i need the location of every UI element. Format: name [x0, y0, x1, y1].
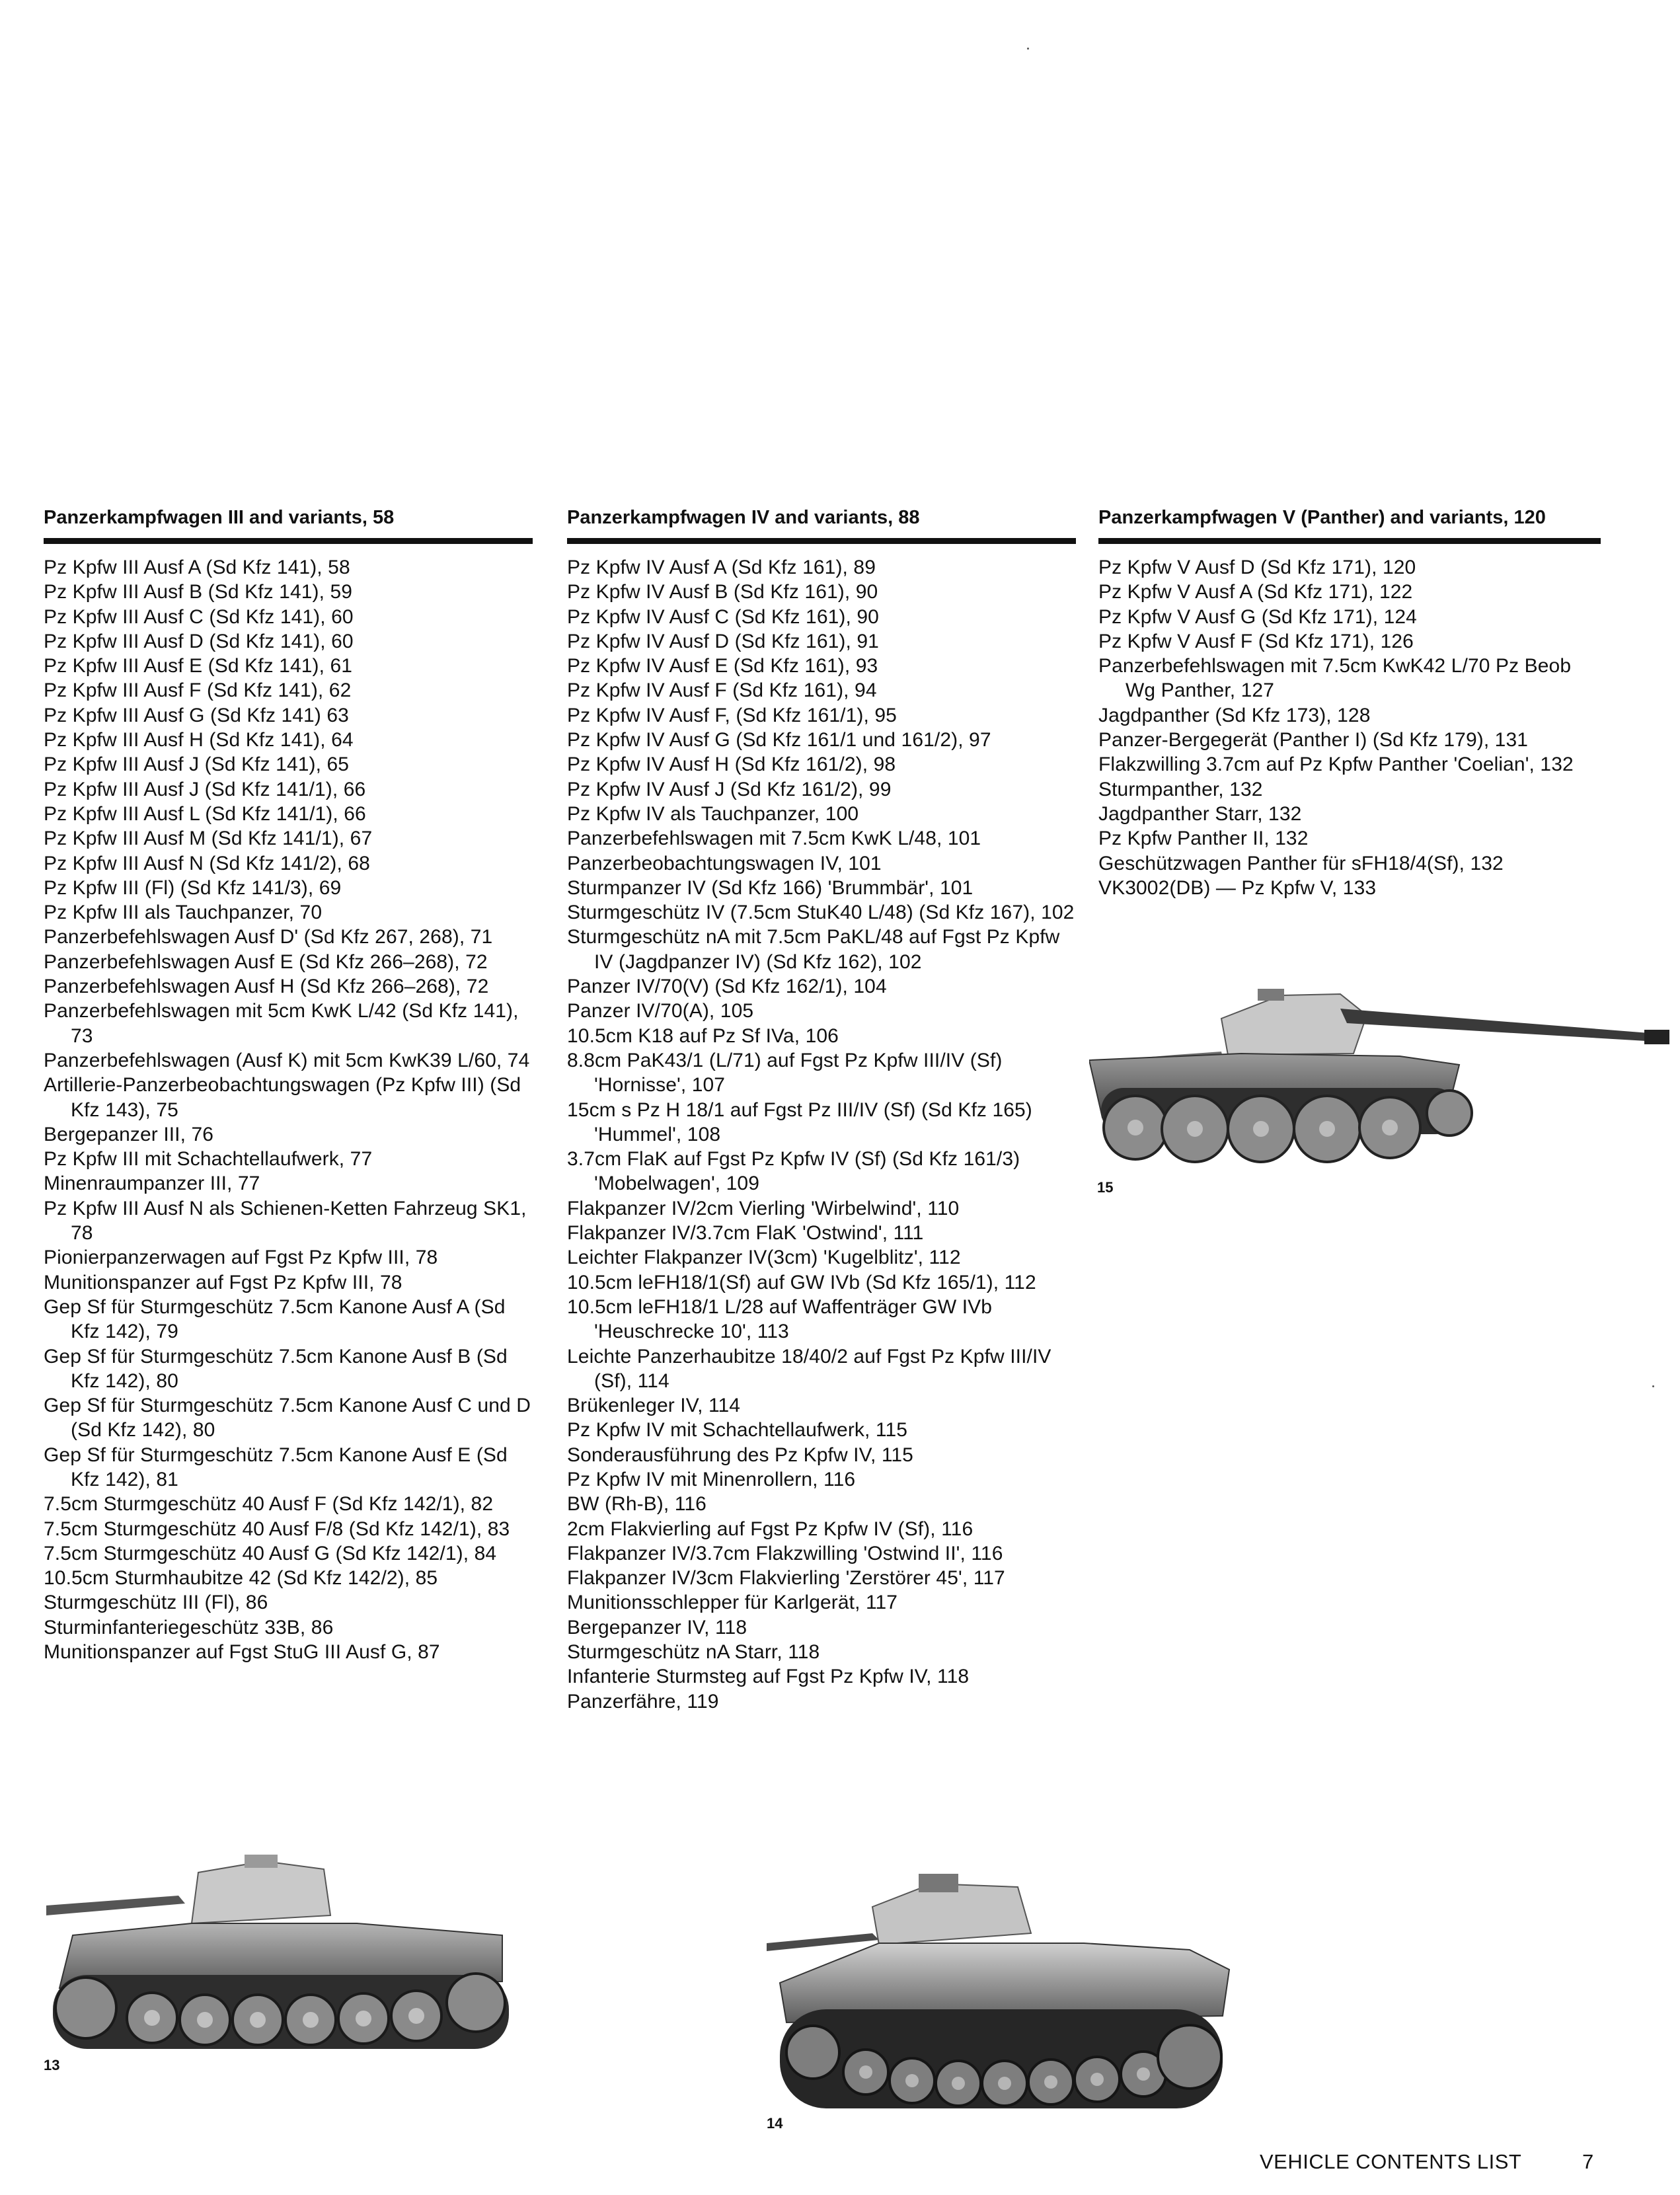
- heading-rule: [567, 538, 1076, 544]
- contents-entry: Pz Kpfw V Ausf A (Sd Kfz 171), 122: [1098, 581, 1413, 603]
- contents-entry: Pz Kpfw IV Ausf F (Sd Kfz 161), 94: [567, 679, 877, 702]
- contents-entry: Bergepanzer IV, 118: [567, 1616, 747, 1638]
- contents-entry: Bergepanzer III, 76: [44, 1123, 214, 1145]
- contents-entry: Pz Kpfw III (Fl) (Sd Kfz 141/3), 69: [44, 876, 342, 899]
- contents-entry: Munitionspanzer auf Fgst StuG III Ausf G, 87: [44, 1641, 440, 1664]
- contents-entry: Pz Kpfw III als Tauchpanzer, 70: [44, 902, 323, 924]
- print-speck: [1652, 1385, 1654, 1387]
- contents-entry: Pz Kpfw IV als Tauchpanzer, 100: [567, 802, 859, 825]
- contents-entry: Panzer-Bergegerät (Panther I) (Sd Kfz 179), 131: [1098, 729, 1529, 751]
- contents-entry: Gep Sf für Sturmgeschütz 7.5cm Kanone Ausf B (Sd Kfz 142), 80: [44, 1345, 508, 1392]
- contents-entry: Panzerfähre, 119: [567, 1690, 719, 1713]
- contents-entry: Pz Kpfw V Ausf D (Sd Kfz 171), 120: [1098, 557, 1416, 578]
- contents-entry: Pz Kpfw III Ausf E (Sd Kfz 141), 61: [44, 655, 353, 677]
- contents-entry: 10.5cm leFH18/1(Sf) auf GW IVb (Sd Kfz 165/1), 112: [567, 1271, 1036, 1293]
- contents-entry: Minenraumpanzer III, 77: [44, 1173, 260, 1195]
- entry-list: [1098, 555, 1601, 900]
- contents-entry: Panzerbefehlswagen mit 7.5cm KwK L/48, 101: [567, 828, 981, 850]
- contents-entry: Pz Kpfw III Ausf J (Sd Kfz 141/1), 66: [44, 778, 366, 800]
- contents-entry: Pz Kpfw III Ausf A (Sd Kfz 141), 58: [44, 557, 350, 578]
- contents-entry: Pz Kpfw IV mit Schachtellaufwerk, 115: [567, 1419, 908, 1442]
- contents-entry: Pz Kpfw III Ausf B (Sd Kfz 141), 59: [44, 581, 353, 603]
- contents-entry: Pz Kpfw IV Ausf B (Sd Kfz 161), 90: [567, 581, 878, 603]
- contents-entry: Pz Kpfw III Ausf J (Sd Kfz 141), 65: [44, 753, 350, 776]
- figure-caption: 15: [1097, 1179, 1114, 1196]
- contents-entry: Flakpanzer IV/3cm Flakvierling 'Zerstörer 45', 117: [567, 1567, 1005, 1590]
- contents-entry: Pz Kpfw IV Ausf H (Sd Kfz 161/2), 98: [567, 753, 896, 776]
- contents-entry: 7.5cm Sturmgeschütz 40 Ausf F (Sd Kfz 142/1), 82: [44, 1493, 494, 1516]
- column-panther: [1098, 482, 1601, 900]
- contents-entry: Jagdpanther (Sd Kfz 173), 128: [1098, 704, 1371, 726]
- heading-rule: [44, 538, 533, 544]
- contents-entry: Pz Kpfw III Ausf F (Sd Kfz 141), 62: [44, 679, 352, 702]
- column-heading: Panzerkampfwagen IV and variants, 88: [567, 507, 920, 528]
- contents-entry: Pz Kpfw IV Ausf C (Sd Kfz 161), 90: [567, 605, 879, 628]
- contents-entry: Pz Kpfw III Ausf L (Sd Kfz 141/1), 66: [44, 802, 366, 825]
- contents-entry: Panzerbefehlswagen mit 5cm KwK L/42 (Sd Kfz 141), 73: [44, 1000, 519, 1047]
- contents-entry: Flakpanzer IV/3.7cm Flakzwilling 'Ostwind II', 116: [567, 1542, 1003, 1564]
- contents-entry: Pz Kpfw III Ausf D (Sd Kfz 141), 60: [44, 630, 354, 652]
- contents-entry: Pz Kpfw IV Ausf G (Sd Kfz 161/1 und 161/2), 97: [567, 729, 991, 751]
- contents-entry: Panzerbefehlswagen Ausf E (Sd Kfz 266–268), 72: [44, 950, 488, 973]
- contents-entry: Pz Kpfw IV Ausf E (Sd Kfz 161), 93: [567, 655, 878, 677]
- column-panzer-iii: [44, 482, 533, 1664]
- contents-entry: Pz Kpfw III mit Schachtellaufwerk, 77: [44, 1148, 373, 1171]
- contents-entry: Sturmgeschütz IV (7.5cm StuK40 L/48) (Sd Kfz 167), 102: [567, 902, 1075, 924]
- contents-entry: Pz Kpfw III Ausf G (Sd Kfz 141) 63: [44, 704, 349, 726]
- contents-entry: Pz Kpfw V Ausf F (Sd Kfz 171), 126: [1098, 630, 1414, 652]
- contents-entry: Leichter Flakpanzer IV(3cm) 'Kugelblitz', 112: [567, 1247, 961, 1269]
- contents-entry: Pz Kpfw III Ausf C (Sd Kfz 141), 60: [44, 605, 354, 628]
- contents-entry: Jagdpanther Starr, 132: [1098, 802, 1302, 825]
- contents-entry: Sturmpanzer IV (Sd Kfz 166) 'Brummbär', 101: [567, 876, 974, 899]
- page-number: 7: [1582, 2150, 1594, 2173]
- column-panzer-iv: [567, 482, 1076, 1714]
- contents-entry: Leichte Panzerhaubitze 18/40/2 auf Fgst Pz Kpfw III/IV (Sf), 114: [567, 1345, 1051, 1392]
- contents-entry: BW (Rh-B), 116: [567, 1493, 706, 1516]
- contents-entry: 2cm Flakvierling auf Fgst Pz Kpfw IV (Sf), 116: [567, 1518, 974, 1540]
- contents-entry: Panzerbefehlswagen mit 7.5cm KwK42 L/70 Pz Beob Wg Panther, 127: [1098, 655, 1572, 702]
- contents-entry: Geschützwagen Panther für sFH18/4(Sf), 132: [1098, 852, 1504, 874]
- contents-entry: Gep Sf für Sturmgeschütz 7.5cm Kanone Ausf A (Sd Kfz 142), 79: [44, 1295, 506, 1343]
- heading-rule: [1098, 538, 1601, 544]
- contents-entry: Panzerbefehlswagen (Ausf K) mit 5cm KwK39 L/60, 74: [44, 1049, 530, 1071]
- contents-entry: Sonderausführung des Pz Kpfw IV, 115: [567, 1444, 913, 1466]
- contents-entry: Sturmpanther, 132: [1098, 778, 1263, 800]
- contents-entry: Pionierpanzerwagen auf Fgst Pz Kpfw III, 78: [44, 1247, 438, 1269]
- figure-caption: 14: [767, 2115, 783, 2132]
- figure-caption: 13: [44, 2057, 60, 2073]
- contents-entry: Gep Sf für Sturmgeschütz 7.5cm Kanone Ausf C und D (Sd Kfz 142), 80: [44, 1395, 531, 1442]
- contents-entry: Munitionspanzer auf Fgst Pz Kpfw III, 78: [44, 1271, 402, 1293]
- contents-entry: Pz Kpfw IV Ausf D (Sd Kfz 161), 91: [567, 630, 879, 652]
- contents-entry: VK3002(DB) — Pz Kpfw V, 133: [1098, 876, 1377, 899]
- entry-list: [567, 555, 1076, 1714]
- column-heading: Panzerkampfwagen III and variants, 58: [44, 507, 395, 528]
- contents-entry: Flakzwilling 3.7cm auf Pz Kpfw Panther 'Coelian', 132: [1098, 753, 1574, 776]
- footer-section-title: VEHICLE CONTENTS LIST: [1260, 2150, 1522, 2173]
- entry-list: [44, 555, 533, 1664]
- contents-entry: Brükenleger IV, 114: [567, 1395, 741, 1417]
- contents-entry: Sturminfanteriegeschütz 33B, 86: [44, 1616, 334, 1638]
- contents-entry: Gep Sf für Sturmgeschütz 7.5cm Kanone Ausf E (Sd Kfz 142), 81: [44, 1444, 508, 1490]
- contents-entry: Sturmgeschütz nA Starr, 118: [567, 1641, 820, 1664]
- contents-entry: Pz Kpfw IV Ausf A (Sd Kfz 161), 89: [567, 557, 876, 578]
- contents-entry: Pz Kpfw IV Ausf J (Sd Kfz 161/2), 99: [567, 778, 892, 800]
- contents-entry: 3.7cm FlaK auf Fgst Pz Kpfw IV (Sf) (Sd Kfz 161/3) 'Mobelwagen', 109: [567, 1148, 1020, 1195]
- contents-entry: 7.5cm Sturmgeschütz 40 Ausf G (Sd Kfz 142/1), 84: [44, 1542, 497, 1564]
- contents-entry: Sturmgeschütz nA mit 7.5cm PaKL/48 auf Fgst Pz Kpfw IV (Jagdpanzer IV) (Sd Kfz 162), 102: [567, 926, 1060, 973]
- contents-entry: Flakpanzer IV/3.7cm FlaK 'Ostwind', 111: [567, 1222, 924, 1245]
- contents-entry: Pz Kpfw III Ausf H (Sd Kfz 141), 64: [44, 729, 354, 751]
- contents-entry: 10.5cm Sturmhaubitze 42 (Sd Kfz 142/2), 85: [44, 1567, 438, 1590]
- panzer-iv-photo: [767, 1870, 1245, 2141]
- contents-entry: Flakpanzer IV/2cm Vierling 'Wirbelwind', 110: [567, 1197, 960, 1219]
- contents-entry: 10.5cm K18 auf Pz Sf IVa, 106: [567, 1024, 839, 1047]
- contents-entry: Infanterie Sturmsteg auf Fgst Pz Kpfw IV, 118: [567, 1666, 970, 1688]
- contents-entry: Panzer IV/70(A), 105: [567, 1000, 754, 1022]
- contents-entry: Pz Kpfw V Ausf G (Sd Kfz 171), 124: [1098, 605, 1417, 628]
- panzer-iii-photo: [46, 1849, 522, 2062]
- contents-entry: Panzerbefehlswagen Ausf D' (Sd Kfz 267, 268), 71: [44, 926, 493, 948]
- contents-entry: 7.5cm Sturmgeschütz 40 Ausf F/8 (Sd Kfz 142/1), 83: [44, 1518, 510, 1540]
- panther-tank-photo: [1089, 982, 1671, 1188]
- contents-entry: Pz Kpfw III Ausf N als Schienen-Ketten Fahrzeug SK1, 78: [44, 1197, 527, 1245]
- print-speck: [1027, 48, 1029, 50]
- contents-entry: Pz Kpfw III Ausf M (Sd Kfz 141/1), 67: [44, 828, 373, 850]
- contents-entry: Pz Kpfw IV Ausf F, (Sd Kfz 161/1), 95: [567, 704, 897, 726]
- contents-entry: Artillerie-Panzerbeobachtungswagen (Pz Kpfw III) (Sd Kfz 143), 75: [44, 1074, 521, 1121]
- contents-entry: Pz Kpfw IV mit Minenrollern, 116: [567, 1468, 856, 1490]
- contents-entry: 8.8cm PaK43/1 (L/71) auf Fgst Pz Kpfw III/IV (Sf) 'Hornisse', 107: [567, 1049, 1003, 1097]
- contents-entry: Munitionsschlepper für Karlgerät, 117: [567, 1592, 898, 1614]
- contents-entry: 15cm s Pz H 18/1 auf Fgst Pz III/IV (Sf) (Sd Kfz 165) 'Hummel', 108: [567, 1098, 1032, 1145]
- contents-entry: Panzer IV/70(V) (Sd Kfz 162/1), 104: [567, 976, 887, 998]
- contents-entry: Panzerbefehlswagen Ausf H (Sd Kfz 266–268), 72: [44, 976, 489, 998]
- column-heading: Panzerkampfwagen V (Panther) and variants, 120: [1098, 507, 1546, 528]
- contents-entry: Sturmgeschütz III (Fl), 86: [44, 1592, 268, 1614]
- contents-entry: Panzerbeobachtungswagen IV, 101: [567, 852, 882, 874]
- contents-entry: Pz Kpfw III Ausf N (Sd Kfz 141/2), 68: [44, 852, 370, 874]
- contents-entry: Pz Kpfw Panther II, 132: [1098, 828, 1309, 850]
- contents-entry: 10.5cm leFH18/1 L/28 auf Waffenträger GW IVb 'Heuschrecke 10', 113: [567, 1295, 993, 1343]
